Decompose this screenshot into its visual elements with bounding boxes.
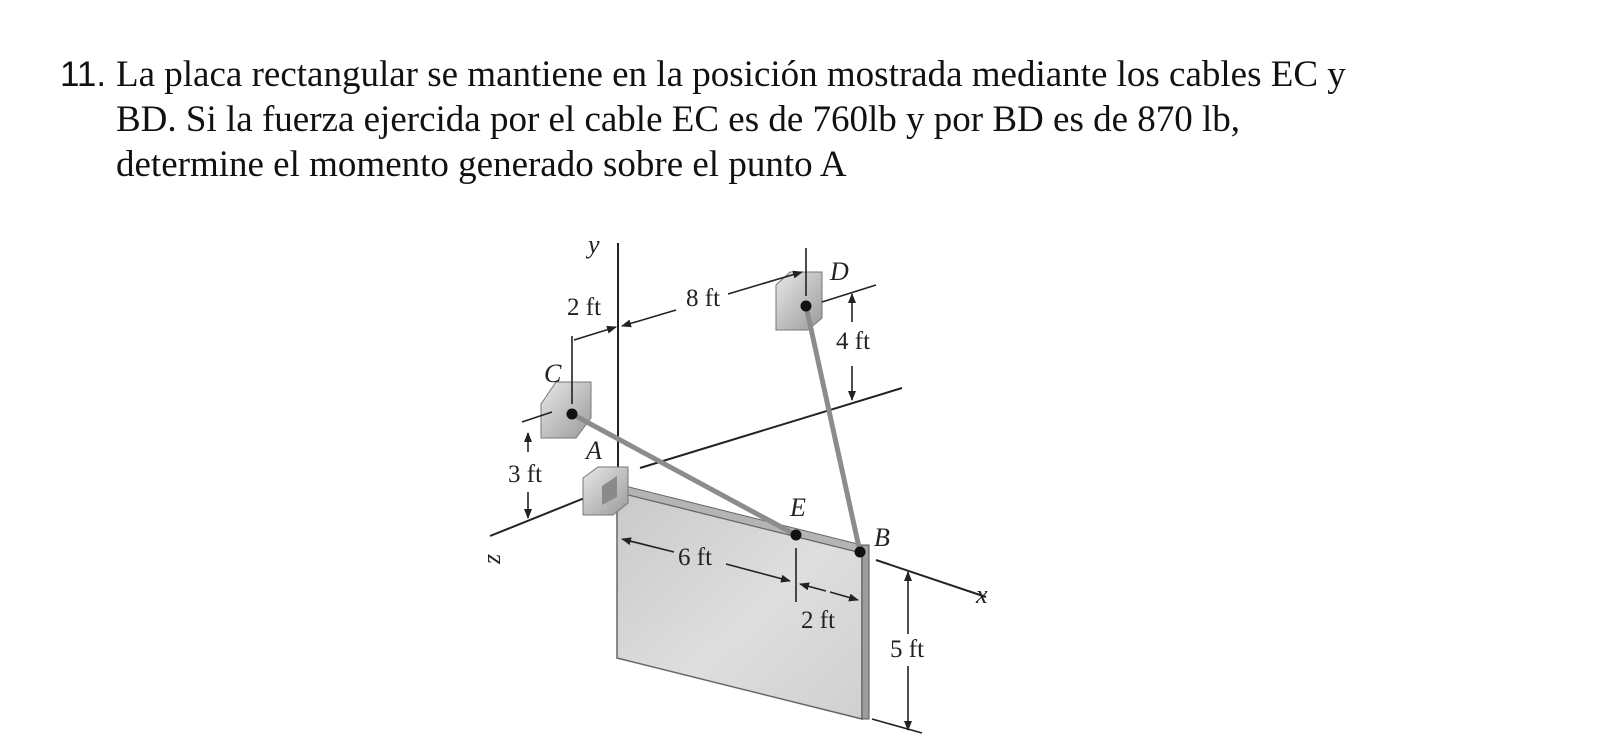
dim-label-3ft: 3 ft	[508, 461, 543, 488]
dim-2ft-top-arrow	[574, 327, 616, 340]
point-label-a: A	[586, 436, 602, 465]
problem-line-2: BD. Si la fuerza ejercida por el cable EC es de 760lb y por BD es de 870 lb,	[116, 99, 1241, 140]
point-label-d: D	[830, 257, 849, 286]
point-b	[855, 547, 866, 558]
point-e	[791, 530, 802, 541]
y-axis-label: y	[588, 230, 600, 259]
support-block-d	[776, 272, 822, 330]
problem-number: 11.	[60, 55, 107, 94]
support-block-c	[541, 382, 591, 438]
z-axis-label: z	[477, 553, 506, 564]
dim-8ft-arrow-left	[622, 310, 676, 326]
dim-label-2ft-top: 2 ft	[567, 294, 602, 321]
point-label-c: C	[544, 359, 562, 388]
plate-side-edge	[862, 545, 869, 719]
dim-label-6ft: 6 ft	[678, 544, 713, 571]
dim-4ft-extension	[822, 285, 876, 302]
dim-label-2ft-bottom: 2 ft	[801, 607, 836, 634]
point-c	[567, 409, 578, 420]
point-label-b: B	[874, 523, 890, 552]
point-d	[801, 301, 812, 312]
problem-line-1: La placa rectangular se mantiene en la posición mostrada mediante los cables EC y	[116, 54, 1346, 95]
problem-line-3: determine el momento generado sobre el punto A	[116, 144, 847, 185]
dim-5ft-extension-bottom	[872, 719, 922, 733]
x-axis-label: x	[976, 580, 988, 609]
x-axis-line	[876, 560, 986, 597]
dim-label-5ft: 5 ft	[890, 636, 925, 663]
dim-label-8ft: 8 ft	[686, 285, 721, 312]
point-label-e: E	[790, 493, 806, 522]
wall-reference-line	[640, 388, 902, 468]
dim-label-4ft: 4 ft	[836, 328, 871, 355]
rectangular-plate	[617, 492, 862, 719]
